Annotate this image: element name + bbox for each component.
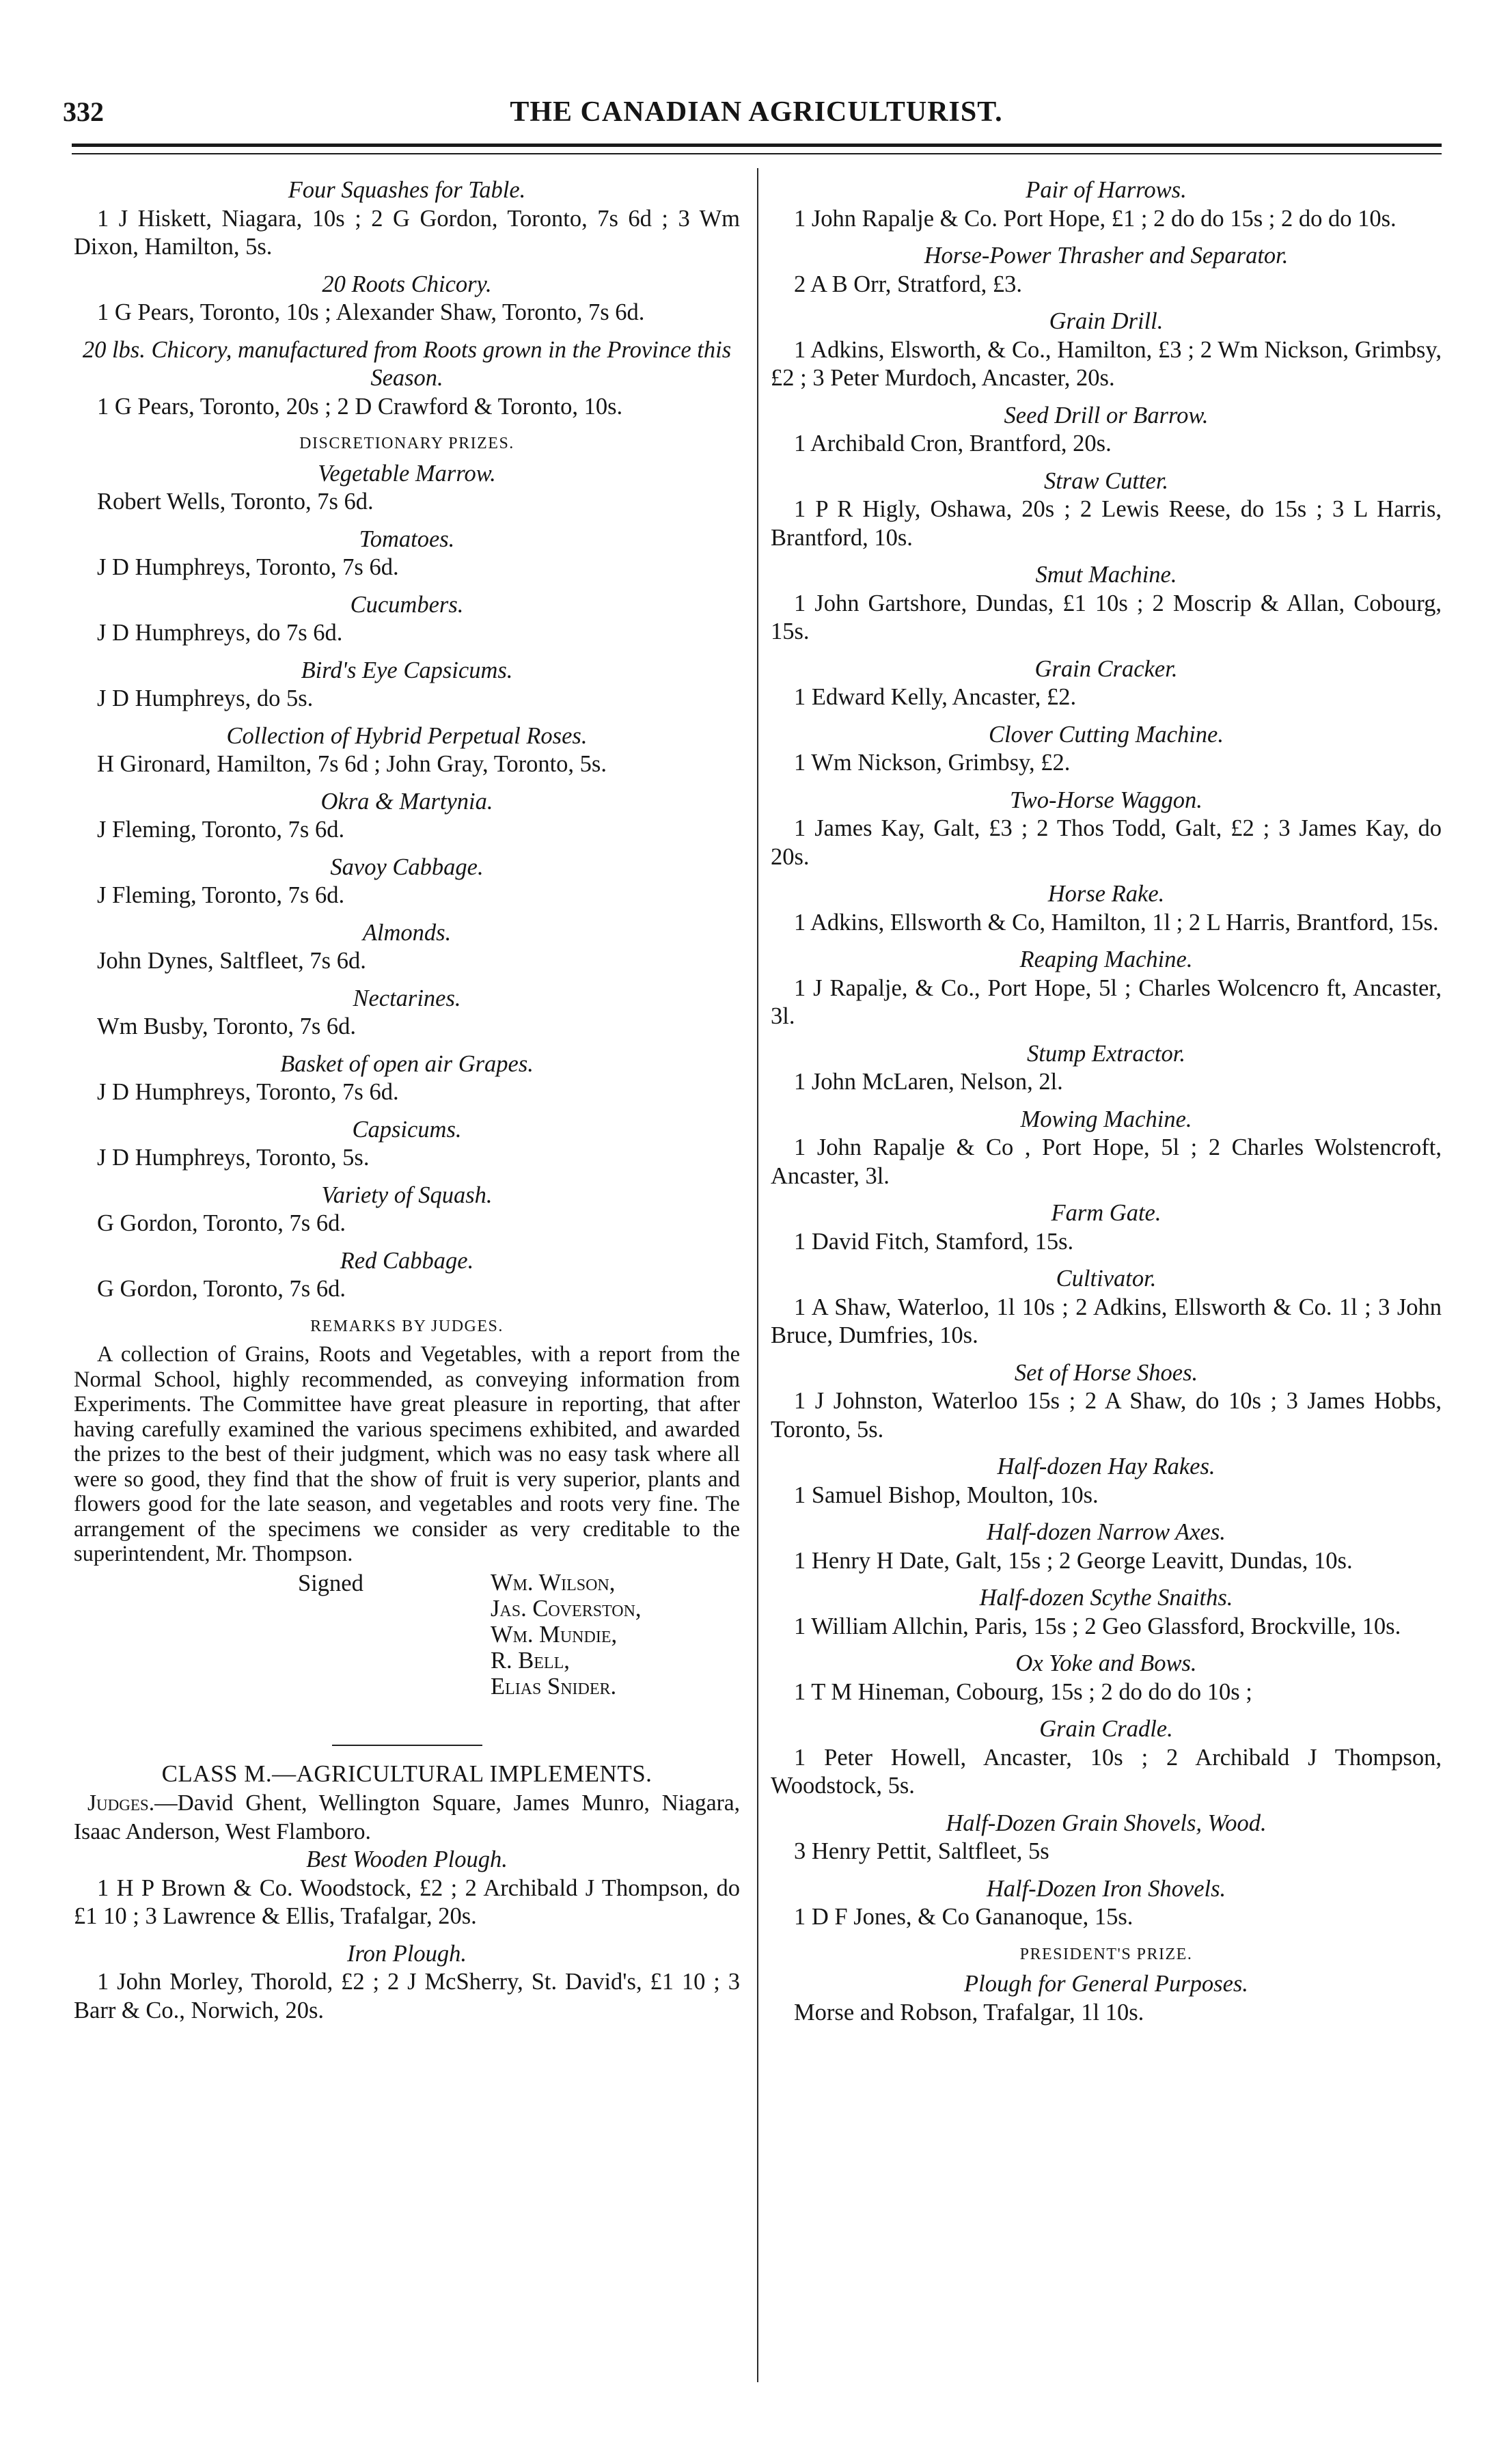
prize-entry: 1 James Kay, Galt, £3 ; 2 Thos Todd, Galt, £2 ; 3 James Kay, do 20s. (771, 815, 1442, 870)
prize-heading: Half-dozen Narrow Axes. (987, 1519, 1226, 1545)
prize-entry: J D Humphreys, do 5s. (97, 685, 314, 711)
signed-label: Signed (298, 1570, 363, 1596)
prize-heading: Bird's Eye Capsicums. (301, 657, 513, 683)
prize-heading: Ox Yoke and Bows. (1015, 1650, 1197, 1676)
signatory-name: Wm. Mundie, (491, 1621, 618, 1648)
prize-entry: John Dynes, Saltfleet, 7s 6d. (97, 948, 366, 974)
prize-entry: 1 David Fitch, Stamford, 15s. (794, 1228, 1074, 1255)
prize-entry: J D Humphreys, Toronto, 7s 6d. (97, 1079, 399, 1105)
prize-entry: J D Humphreys, do 7s 6d. (97, 620, 343, 646)
prize-entry: 1 G Pears, Toronto, 20s ; 2 D Crawford & Toronto, 10s. (97, 393, 623, 420)
prize-entry: Robert Wells, Toronto, 7s 6d. (97, 489, 374, 515)
prize-heading: Nectarines. (353, 985, 461, 1011)
prize-entry: 1 Samuel Bishop, Moulton, 10s. (794, 1482, 1099, 1508)
prize-heading: Farm Gate. (1051, 1200, 1162, 1226)
section-heading: DISCRETIONARY PRIZES. (299, 435, 514, 452)
prize-entry: 1 John Morley, Thorold, £2 ; 2 J McSherry, St. David's, £1 10 ; 3 Barr & Co., Norwich, 20s. (74, 1969, 740, 2023)
prize-heading: Seed Drill or Barrow. (1004, 402, 1209, 428)
prize-heading: Basket of open air Grapes. (280, 1050, 534, 1077)
prize-heading: Half-dozen Scythe Snaiths. (979, 1585, 1233, 1611)
left-column (74, 176, 740, 2034)
prize-heading: Reaping Machine. (1019, 946, 1193, 972)
prize-heading: Red Cabbage. (340, 1247, 474, 1274)
prize-heading: Iron Plough. (346, 1940, 467, 1967)
prize-entry: 2 A B Orr, Stratford, £3. (794, 271, 1023, 297)
prize-heading: Capsicums. (352, 1116, 462, 1143)
prize-entry: 1 J Rapalje, & Co., Port Hope, 5l ; Charles Wolcencro ft, Ancaster, 3l. (771, 974, 1442, 1029)
right-column (771, 176, 1442, 2036)
prize-heading: Cucumbers. (350, 591, 464, 618)
prize-heading: Clover Cutting Machine. (989, 721, 1224, 748)
prize-heading: Pair of Harrows. (1026, 177, 1187, 203)
page-title: THE CANADIAN AGRICULTURIST. (510, 96, 1003, 128)
prize-heading: Mowing Machine. (1020, 1106, 1192, 1132)
prize-heading: Grain Cracker. (1034, 655, 1178, 682)
prize-entry: 1 Wm Nickson, Grimbsy, £2. (794, 750, 1071, 776)
running-header (63, 96, 1450, 144)
prize-heading: Savoy Cabbage. (330, 854, 484, 880)
prize-entry: 1 A Shaw, Waterloo, 1l 10s ; 2 Adkins, Ellsworth & Co. 1l ; 3 John Bruce, Dumfries, 10s. (771, 1294, 1442, 1348)
prize-entry: 1 J Johnston, Waterloo 15s ; 2 A Shaw, do 10s ; 3 James Hobbs, Toronto, 5s. (771, 1388, 1442, 1443)
prize-heading: Smut Machine. (1035, 562, 1177, 588)
prize-entry: 1 Adkins, Elsworth, & Co., Hamilton, £3 ; 2 Wm Nickson, Grimbsy, £2 ; 3 Peter Murdoch, Ancaster, 20s. (771, 336, 1442, 391)
prize-heading: Stump Extractor. (1027, 1040, 1185, 1067)
judges-line (74, 1789, 740, 1846)
prize-heading: Half-Dozen Grain Shovels, Wood. (946, 1810, 1267, 1836)
prize-entry: 1 P R Higly, Oshawa, 20s ; 2 Lewis Reese, do 15s ; 3 L Harris, Brantford, 10s. (771, 496, 1442, 551)
signatory-name: Wm. Wilson, (491, 1569, 616, 1596)
prize-heading: Straw Cutter. (1043, 467, 1169, 494)
prize-heading: Almonds. (362, 919, 452, 946)
prize-entry: 1 Peter Howell, Ancaster, 10s ; 2 Archibald J Thompson, Woodstock, 5s. (771, 1744, 1442, 1799)
prize-entry: J Fleming, Toronto, 7s 6d. (97, 817, 345, 843)
prize-heading: Plough for General Purposes. (964, 1971, 1248, 1997)
prize-entry: J D Humphreys, Toronto, 7s 6d. (97, 554, 399, 580)
prize-entry: J D Humphreys, Toronto, 5s. (97, 1145, 370, 1171)
prize-entry: H Gironard, Hamilton, 7s 6d ; John Gray, Toronto, 5s. (97, 751, 607, 777)
prize-heading: Best Wooden Plough. (306, 1846, 508, 1872)
prize-entry: Morse and Robson, Trafalgar, 1l 10s. (794, 1999, 1144, 2025)
prize-heading: Two-Horse Waggon. (1010, 787, 1202, 813)
signature-block (74, 1570, 740, 1728)
class-title: CLASS M.—AGRICULTURAL IMPLEMENTS. (161, 1760, 652, 1787)
prize-entry: 1 John Gartshore, Dundas, £1 10s ; 2 Moscrip & Allan, Cobourg, 15s. (771, 590, 1442, 644)
prize-entry: 1 H P Brown & Co. Woodstock, £2 ; 2 Archibald J Thompson, do £1 10 ; 3 Lawrence & Ellis, Trafalgar, 20s. (74, 1874, 740, 1929)
prize-heading: Four Squashes for Table. (288, 177, 526, 203)
prize-entry: G Gordon, Toronto, 7s 6d. (97, 1210, 346, 1236)
prize-heading: 20 Roots Chicory. (322, 271, 492, 297)
prize-heading: Okra & Martynia. (320, 788, 493, 815)
prize-entry: 1 William Allchin, Paris, 15s ; 2 Geo Glassford, Brockville, 10s. (794, 1613, 1401, 1639)
section-heading: REMARKS BY JUDGES. (310, 1317, 504, 1335)
section-heading: PRESIDENT'S PRIZE. (1019, 1945, 1193, 1963)
prize-heading: Horse Rake. (1047, 881, 1165, 907)
prize-entry: 1 Henry H Date, Galt, 15s ; 2 George Leavitt, Dundas, 10s. (794, 1547, 1353, 1574)
prize-heading: Vegetable Marrow. (318, 460, 496, 487)
prize-entry: 1 John Rapalje & Co , Port Hope, 5l ; 2 Charles Wolstencroft, Ancaster, 3l. (771, 1134, 1442, 1189)
prize-entry: J Fleming, Toronto, 7s 6d. (97, 882, 345, 908)
prize-heading: Grain Drill. (1049, 308, 1164, 334)
signatory-name: Jas. Coverston, (491, 1595, 642, 1622)
signatory-name: R. Bell, (491, 1647, 570, 1674)
judges-label: Judges. (87, 1790, 155, 1816)
header-rule-thin (72, 153, 1442, 154)
prize-heading: Set of Horse Shoes. (1014, 1359, 1198, 1386)
prize-entry: Wm Busby, Toronto, 7s 6d. (97, 1013, 357, 1039)
prize-entry: 1 G Pears, Toronto, 10s ; Alexander Shaw, Toronto, 7s 6d. (97, 299, 645, 325)
prize-entry: 1 Archibald Cron, Brantford, 20s. (794, 431, 1112, 456)
page-number: 332 (63, 96, 104, 127)
prize-heading: Half-dozen Hay Rakes. (997, 1454, 1215, 1479)
prize-heading: Horse-Power Thrasher and Separator. (924, 243, 1289, 269)
prize-heading: Cultivator. (1056, 1266, 1157, 1292)
prize-entry: 1 John Rapalje & Co. Port Hope, £1 ; 2 do do 15s ; 2 do do 10s. (794, 205, 1397, 232)
prize-entry: 1 Edward Kelly, Ancaster, £2. (794, 684, 1077, 710)
prize-entry: G Gordon, Toronto, 7s 6d. (97, 1276, 346, 1302)
prize-heading: 20 lbs. Chicory, manufactured from Roots grown in the Province this Season. (82, 336, 732, 391)
signatory-name: Elias Snider. (491, 1673, 617, 1700)
header-rule (72, 144, 1442, 147)
prize-heading: Half-Dozen Iron Shovels. (986, 1875, 1226, 1902)
signatory-list (491, 1570, 642, 1700)
prize-heading: Collection of Hybrid Perpetual Roses. (226, 722, 588, 749)
section-divider (332, 1745, 482, 1746)
prize-heading: Grain Cradle. (1039, 1716, 1173, 1742)
prize-entry: 1 J Hiskett, Niagara, 10s ; 2 G Gordon, Toronto, 7s 6d ; 3 Wm Dixon, Hamilton, 5s. (74, 205, 740, 260)
prize-entry: 3 Henry Pettit, Saltfleet, 5s (794, 1838, 1049, 1864)
prize-entry: 1 Adkins, Ellsworth & Co, Hamilton, 1l ; 2 L Harris, Brantford, 15s. (794, 909, 1439, 936)
prize-heading: Tomatoes. (359, 526, 455, 552)
prize-entry: 1 D F Jones, & Co Gananoque, 15s. (794, 1904, 1133, 1930)
prize-entry: 1 John McLaren, Nelson, 2l. (794, 1069, 1063, 1095)
prize-heading: Variety of Squash. (321, 1182, 493, 1208)
column-divider (757, 168, 758, 2382)
judges-remarks: A collection of Grains, Roots and Vegetables, with a report from the Normal School, highly recommended, as conveying information from Experiments. The Committee have great pleasure in reporting, that after having carefully examined the various specimens exhibited, and awarded the prizes to the best of their judgment, which was no easy task where all were so good, they find that the show of fruit is very superior, plants and flowers good for the late season, and vegetables and roots very fine. The arrangement of the specimens we consider as very creditable to the superintendent, Mr. Thompson. (74, 1342, 740, 1566)
judges-names: —David Ghent, Wellington Square, James Munro, Niagara, Isaac Anderson, West Flamboro. (74, 1790, 740, 1844)
prize-entry: 1 T M Hineman, Cobourg, 15s ; 2 do do do 10s ; (794, 1678, 1252, 1705)
